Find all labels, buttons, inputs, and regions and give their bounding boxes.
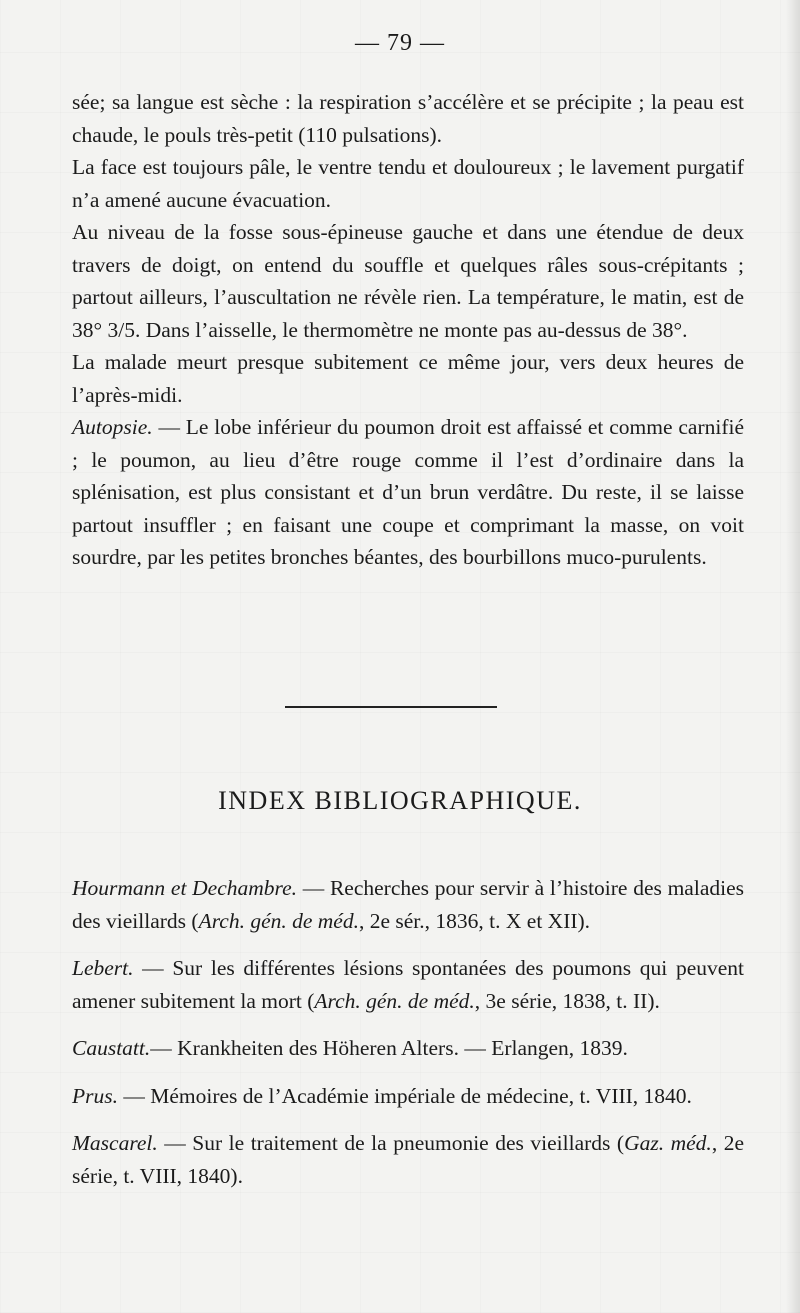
paragraph: sée; sa langue est sèche : la respiration s’accélère et se précipite ; la peau est chaude, le pouls très-petit (110 pulsations).	[72, 90, 744, 147]
page-spine-shadow	[786, 0, 800, 1313]
bib-text: — Recherches pour servir à l’histoire des maladies des vieillards (	[72, 876, 744, 933]
paragraph: La malade meurt presque subitement ce même jour, vers deux heures de l’après-midi.	[72, 350, 744, 407]
bib-text: — Sur le traitement de la pneumonie des vieillards (	[157, 1131, 625, 1155]
bib-text-end: , 2e série, t. VIII, 1840).	[72, 1131, 744, 1188]
page-number: — 79 —	[355, 30, 445, 56]
bibliography-entry	[72, 1032, 744, 1065]
paragraph: Au niveau de la fosse sous-épineuse gauche et dans une étendue de deux travers de doigt, on entend du souffle et quelques râles sous-crépitants ; partout ailleurs, l’auscultation ne révèle rien. La température, le matin, est de 38° 3/5. Dans l’aisselle, le thermomètre ne monte pas au-dessus de 38°.	[72, 220, 744, 342]
bib-author: Lebert.	[72, 956, 134, 980]
bib-author: Mascarel.	[72, 1131, 158, 1155]
paragraph: La face est toujours pâle, le ventre tendu et douloureux ; le lavement purgatif n’a amené aucune évacuation.	[72, 155, 744, 212]
bibliography-entry	[72, 1127, 744, 1192]
bib-text-end: , 2e sér., 1836, t. X et XII).	[358, 908, 591, 933]
autopsy-label: Autopsie.	[72, 415, 153, 439]
bibliography-entry	[72, 1080, 744, 1113]
autopsy-paragraph	[72, 411, 744, 574]
autopsy-text: — Le lobe inférieur du poumon droit est affaissé et comme carnifié ; le poumon, au lieu d’être rouge comme il l’est d’ordinaire dans la splénisation, est plus consistant et d’un brun verdâtre. Du reste, il se laisse partout insuffler ; en faisant une coupe et comprimant la masse, on voit sourdre, par les petites bronches béantes, des bourbillons muco-purulents.	[72, 415, 744, 569]
bib-text: — Krankheiten des Höheren Alters. — Erlangen, 1839.	[150, 1036, 628, 1060]
bib-text-end: , 3e série, 1838, t. II).	[474, 988, 660, 1013]
bib-journal: Arch. gén. de méd.	[198, 908, 359, 933]
bib-author: Prus.	[72, 1083, 118, 1108]
bib-text: — Sur les différentes lésions spontanées des poumons qui peuvent amener subitement la mort (	[72, 956, 744, 1013]
section-divider	[285, 706, 497, 708]
bibliography-list	[72, 872, 744, 1207]
bib-journal: Gaz. méd.	[624, 1131, 712, 1155]
bib-author: Hourmann et Dechambre.	[72, 876, 298, 900]
section-title: INDEX BIBLIOGRAPHIQUE.	[218, 786, 582, 815]
bibliography-entry	[72, 872, 744, 937]
bib-author: Caustatt.	[72, 1036, 151, 1060]
bibliography-entry	[72, 952, 744, 1017]
case-report-text	[72, 86, 744, 574]
bib-text: — Mémoires de l’Académie impériale de médecine, t. VIII, 1840.	[118, 1083, 692, 1108]
bib-journal: Arch. gén. de méd.	[314, 988, 475, 1013]
